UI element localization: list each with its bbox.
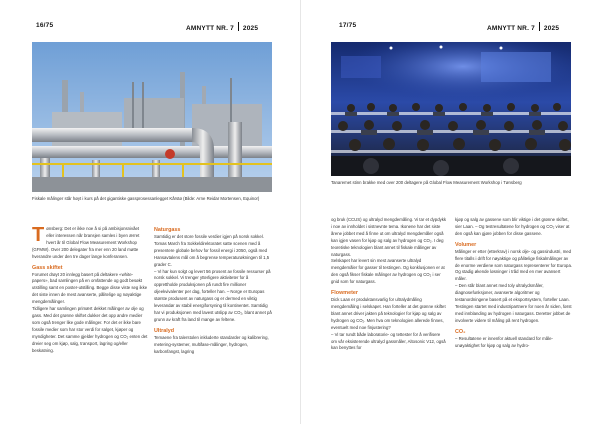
body-paragraph: – Resultatene er innenfor aktuell standard for måle-unøyaktighet for kjøp og salg av hydro- — [455, 335, 553, 348]
article-column-2 — [154, 226, 272, 418]
body-paragraph: Samtidig er det store fossile verdier igjen på norsk sokkel. Tomas March fra Sokkeldirektoratet satte scenen med å presentere globale behov for fossil energi i 2050, også med Hansavtalens mål om å begrense temperaturøkningen til 1,5 grader C. — [154, 234, 270, 267]
body-paragraph: – Vi har kun solgt og levert 56 prosent av fossile ressurser på norsk sokkel. Vi trenger ytterligere aktiviteter for å opprettholde produksjonen på rundt fire millioner oljeekvivalenter per dag, forteller han. – Norge er Europas største produsent av naturgass og er dermed en viktig leverandør av stabil energiforsyning til kontinentet. Samtidig har vi produksjonen med lavest utslipp av CO₂, blant annet på grunn av kraft fra land til mange av feltene. — [154, 268, 272, 322]
gas-plant-photo — [32, 42, 272, 192]
body-paragraph: Målinger er etter (etterkrav) i norsk olje- og gassindustri, med flere titalls i drift for nøyaktige og pålitelige fiskalmålinger av de enorme verdiene som naturgass representerer for Europa. Og stadig økende løsninger i tråd med en mer avansert måler. — [455, 248, 573, 282]
subheading-flowmeter: Flowmeter — [331, 290, 358, 297]
conference-hall-image — [331, 42, 571, 176]
drop-cap: T — [32, 226, 45, 246]
body-paragraph: Temaene fra talerstolen inkluderte standarder og kalibrering, metering-systemer, multifase-målinger, hydrogen, karbonfangst, lagring — [154, 334, 269, 354]
body-paragraph: Dick Laan er produktansvarlig for ultralydmåling mengdemåling i selskapet. Han forteller at det grønne skiftet blant annet driver jakten på teknologier for kjøp og salg av hydrogen og CO₂. Men hva om teknologien allerede finnes, eventuelt med noe finjustering? — [331, 297, 446, 330]
body-paragraph: – Vi tar rundt både laboratorie- og tettester for å verifisere om vår eksisterende ultralyd gassmåler, Altosonic V12, også kan benyttes for — [331, 331, 446, 351]
article-column-1 — [32, 226, 148, 418]
magazine-title: AMNYTT NR. 7 2025 — [487, 22, 559, 32]
subheading-volumer: Volumer — [455, 241, 477, 248]
subheading-gass-skiftet: Gass skiftet — [32, 264, 63, 271]
gas-plant-image — [32, 42, 272, 192]
body-paragraph: Testingen startet med industripartnere for noen år siden, først med innblanding av hydrogen i naturgass. Deretter jobbet de involverte videre til måling på rent hydrogen. — [455, 303, 572, 323]
body-paragraph: Selskapet har levert sin mest avanserte ultralyd mengdemåler for gasser til testingen. Og konklusjonen er at den også fikser fiskale målinger av hydrogen og CO₂ i ser gnid som for naturgass. — [331, 258, 445, 285]
conference-photo — [331, 42, 571, 176]
page-number: 16/75 — [36, 22, 54, 29]
photo-caption: Fiskale målinger står høyt i kurs på det gigantiske gassprosessanlegget Kårstø (Bilde: Arne Reidar Mortensen, Equinor) — [32, 196, 260, 201]
magazine-title: AMNYTT NR. 7 2025 — [186, 22, 258, 32]
photo-caption: Tanaremet stinn brakke med over 200 deltagere på Global Flow Measurement Workshop i Tønsberg — [331, 180, 522, 185]
subheading-co2: CO₂ — [455, 328, 466, 335]
right-page — [300, 0, 600, 424]
subheading-naturgass: Naturgass — [154, 227, 181, 233]
body-paragraph: kjøp og salg av gassene som blir viktige i det grønne skiftet, sier Laan. – Og testresultatene for hydrogen og CO₂ viser at den også kan gjøre jobben for disse gassene. — [455, 217, 570, 236]
body-paragraph: – Den står blant annet med toly ultralydsmåler, diagnosefunksjoner, avanserte algoritmer og testanordningene basert på et eksportsystem, forteller Laan. — [455, 283, 570, 303]
body-paragraph: og bruk (CCUS) og ultralyd mengdemåling. Vi tar et dypdykk i noe av innholdet i sistnevnte tema. Ikonene har det siste årene jobbet med å finne ut om ultralyd mengdemåler også kan igjen vasen for kjøp og salg av hydrogen og CO₂. I deg teoretiske teknologien blant annet til fiskale målinger av naturgass. — [331, 217, 447, 257]
article-column-3 — [331, 217, 447, 418]
article-column-4 — [455, 217, 573, 418]
body-paragraph: Tidligere har samlingen primært dekket målinger av olje og gass. Med det grønne skiftet dukker det opp andre medier som også trenger like gode målinger. For det er ikke bare fossile medier som har stor verdi for salget, kjøper og myndigheter. Det samme gjelder hydrogen og CO₂ enten det dreier seg om kjøp, salg, transport, lagring og/eller beskatning. — [32, 306, 148, 353]
intro-paragraph: Tønsberg: Det er ikke noe å si på ambisjonsnivået eller interessen når bransjen samles i byen ærret hvert år til Global Flow Measurement Workshop (GFMW). Over 200 delegater fra mer enn 20 land møtte hverandre under den tre dager lange konferansen. — [32, 226, 140, 259]
body-paragraph: Forumet drøyt 20 innlegg basert på deltakere «white-papers», bad samlingen på en omfattende og godt besøkt utstilling samt en poster-utstilling. Begge disse viste seg ikke det siste innen de mest avanserte, pålitelige og nøyaktige mengdemålinger. — [32, 271, 148, 305]
subheading-ultralyd: Ultralyd — [154, 327, 175, 334]
page-number: 17/75 — [339, 22, 357, 29]
